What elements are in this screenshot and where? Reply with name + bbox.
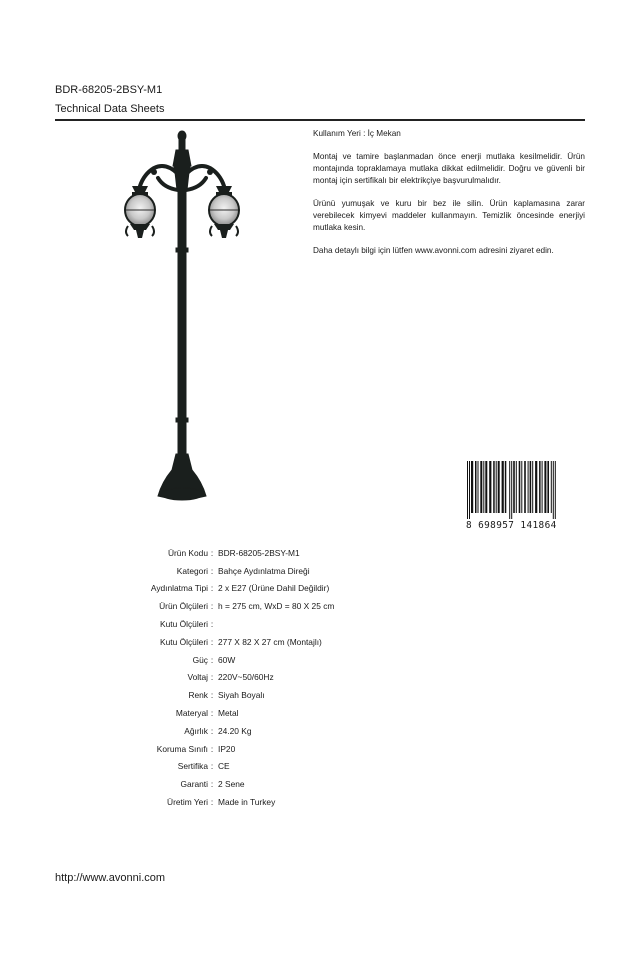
spec-separator: :	[210, 779, 214, 790]
barcode-bar	[544, 461, 546, 513]
spec-row	[100, 615, 334, 633]
barcode-bar	[509, 461, 510, 519]
barcode-bar	[493, 461, 495, 513]
website-info-note: Daha detaylı bilgi için lütfen www.avonni.com adresini ziyaret edin.	[313, 246, 554, 255]
spec-label: Üretim Yeri	[167, 797, 208, 808]
spec-value: CE	[218, 761, 230, 772]
spec-label: Kutu Ölçüleri	[160, 636, 208, 647]
spec-row	[100, 793, 334, 811]
barcode-bar	[555, 461, 556, 519]
barcode-bar	[496, 461, 497, 513]
barcode-bar	[489, 461, 491, 513]
barcode-bar	[498, 461, 500, 513]
spec-row	[100, 686, 334, 704]
barcode-bar	[521, 461, 522, 513]
barcode-bar	[532, 461, 533, 513]
spec-label: Ürün Ölçüleri	[159, 601, 208, 612]
barcode-bar	[524, 461, 526, 513]
barcode-bar	[528, 461, 529, 513]
barcode-bar	[480, 461, 482, 513]
barcode-bar	[547, 461, 549, 513]
spec-label: Kategori	[176, 565, 208, 576]
header-divider	[55, 119, 585, 121]
spec-value: 2 x E27 (Ürüne Dahil Değildir)	[218, 583, 330, 594]
spec-row	[100, 562, 334, 580]
spec-separator: :	[210, 565, 214, 576]
barcode-bar	[485, 461, 487, 513]
website-link[interactable]: http://www.avonni.com	[55, 872, 166, 884]
barcode-bar	[467, 461, 468, 519]
spec-value: Metal	[218, 708, 239, 719]
spec-value: Made in Turkey	[218, 797, 276, 808]
spec-separator: :	[210, 797, 214, 808]
spec-separator: :	[210, 636, 214, 647]
garden-lamp-post-image	[118, 128, 248, 506]
usage-notes	[313, 128, 585, 268]
spec-value: 24.20 Kg	[218, 725, 252, 736]
spec-row	[100, 669, 334, 687]
spec-separator: :	[210, 672, 214, 683]
spec-row	[100, 775, 334, 793]
barcode-bar	[530, 461, 532, 513]
spec-label: Kutu Ölçüleri	[160, 619, 208, 630]
barcode-bar	[551, 461, 552, 513]
spec-label: Ürün Kodu	[167, 547, 208, 558]
spec-label: Materyal	[175, 708, 208, 719]
barcode-bar	[516, 461, 517, 513]
spec-value: h = 275 cm, WxD = 80 X 25 cm	[218, 601, 335, 612]
spec-value: 277 X 82 X 27 cm (Montajlı)	[218, 636, 322, 647]
spec-label: Renk	[188, 690, 208, 701]
barcode-bar	[553, 461, 554, 519]
spec-separator: :	[210, 761, 214, 772]
spec-separator: :	[210, 708, 214, 719]
spec-separator: :	[210, 690, 214, 701]
spec-value: BDR-68205-2BSY-M1	[218, 547, 300, 558]
spec-label: Aydınlatma Tipi	[150, 583, 208, 594]
spec-value: 60W	[218, 654, 236, 665]
usage-location-note: Kullanım Yeri : İç Mekan	[313, 129, 401, 138]
cleaning-note: Ürünü yumuşak ve kuru bir bez ile silin. Ürün kaplamasına zarar verebilecek kimyevi maddeler kullanmayın. Temizlik öncesinde enerjiyi mutlaka kesin.	[313, 199, 585, 232]
barcode-bars	[466, 461, 585, 519]
spec-value: IP20	[218, 743, 236, 754]
barcode-bar	[469, 461, 470, 519]
spec-row	[100, 651, 334, 669]
spec-row	[100, 704, 334, 722]
spec-row	[100, 544, 334, 562]
spec-separator: :	[210, 725, 214, 736]
spec-separator: :	[210, 601, 214, 612]
barcode-bar	[542, 461, 543, 513]
spec-label: Güç	[192, 654, 208, 665]
barcode-bar	[478, 461, 479, 513]
spec-table	[100, 544, 334, 811]
barcode-bar	[483, 461, 484, 513]
spec-row	[100, 580, 334, 598]
spec-value: 220V~50/60Hz	[218, 672, 274, 683]
spec-label: Voltaj	[187, 672, 208, 683]
spec-separator: :	[210, 743, 214, 754]
barcode-bar	[535, 461, 537, 513]
spec-value: Bahçe Aydınlatma Direği	[218, 565, 310, 576]
barcode-bar	[519, 461, 521, 513]
spec-row	[100, 758, 334, 776]
spec-row	[100, 597, 334, 615]
spec-label: Sertifika	[177, 761, 208, 772]
spec-label: Koruma Sınıfı	[156, 743, 208, 754]
barcode-bar	[502, 461, 504, 513]
barcode-bar	[505, 461, 507, 513]
installation-warning-note: Montaj ve tamire başlanmadan önce enerji mutlaka kesilmelidir. Ürün montajında topraklamaya mutlaka dikkat edilmelidir. Doğru ve güvenli bir montaj için sertifikalı bir elektrikçiye başvurulmalıdır.	[313, 152, 585, 185]
barcode-bar	[471, 461, 473, 513]
barcode-number: 8 698957 141864	[466, 520, 557, 531]
spec-value: Siyah Boyalı	[218, 690, 265, 701]
spec-label: Garanti	[180, 779, 208, 790]
barcode-bar	[513, 461, 515, 513]
barcode	[466, 461, 585, 533]
barcode-bar	[511, 461, 512, 519]
spec-separator: :	[210, 654, 214, 665]
spec-separator: :	[210, 619, 214, 630]
spec-value: 2 Sene	[218, 779, 245, 790]
spec-label: Ağırlık	[184, 725, 208, 736]
spec-separator: :	[210, 583, 214, 594]
barcode-bar	[475, 461, 477, 513]
spec-row	[100, 722, 334, 740]
barcode-bar	[539, 461, 541, 513]
spec-row	[100, 740, 334, 758]
spec-row	[100, 633, 334, 651]
document-subtitle: Technical Data Sheets	[55, 103, 165, 115]
spec-separator: :	[210, 547, 214, 558]
product-code-heading: BDR-68205-2BSY-M1	[55, 84, 163, 96]
